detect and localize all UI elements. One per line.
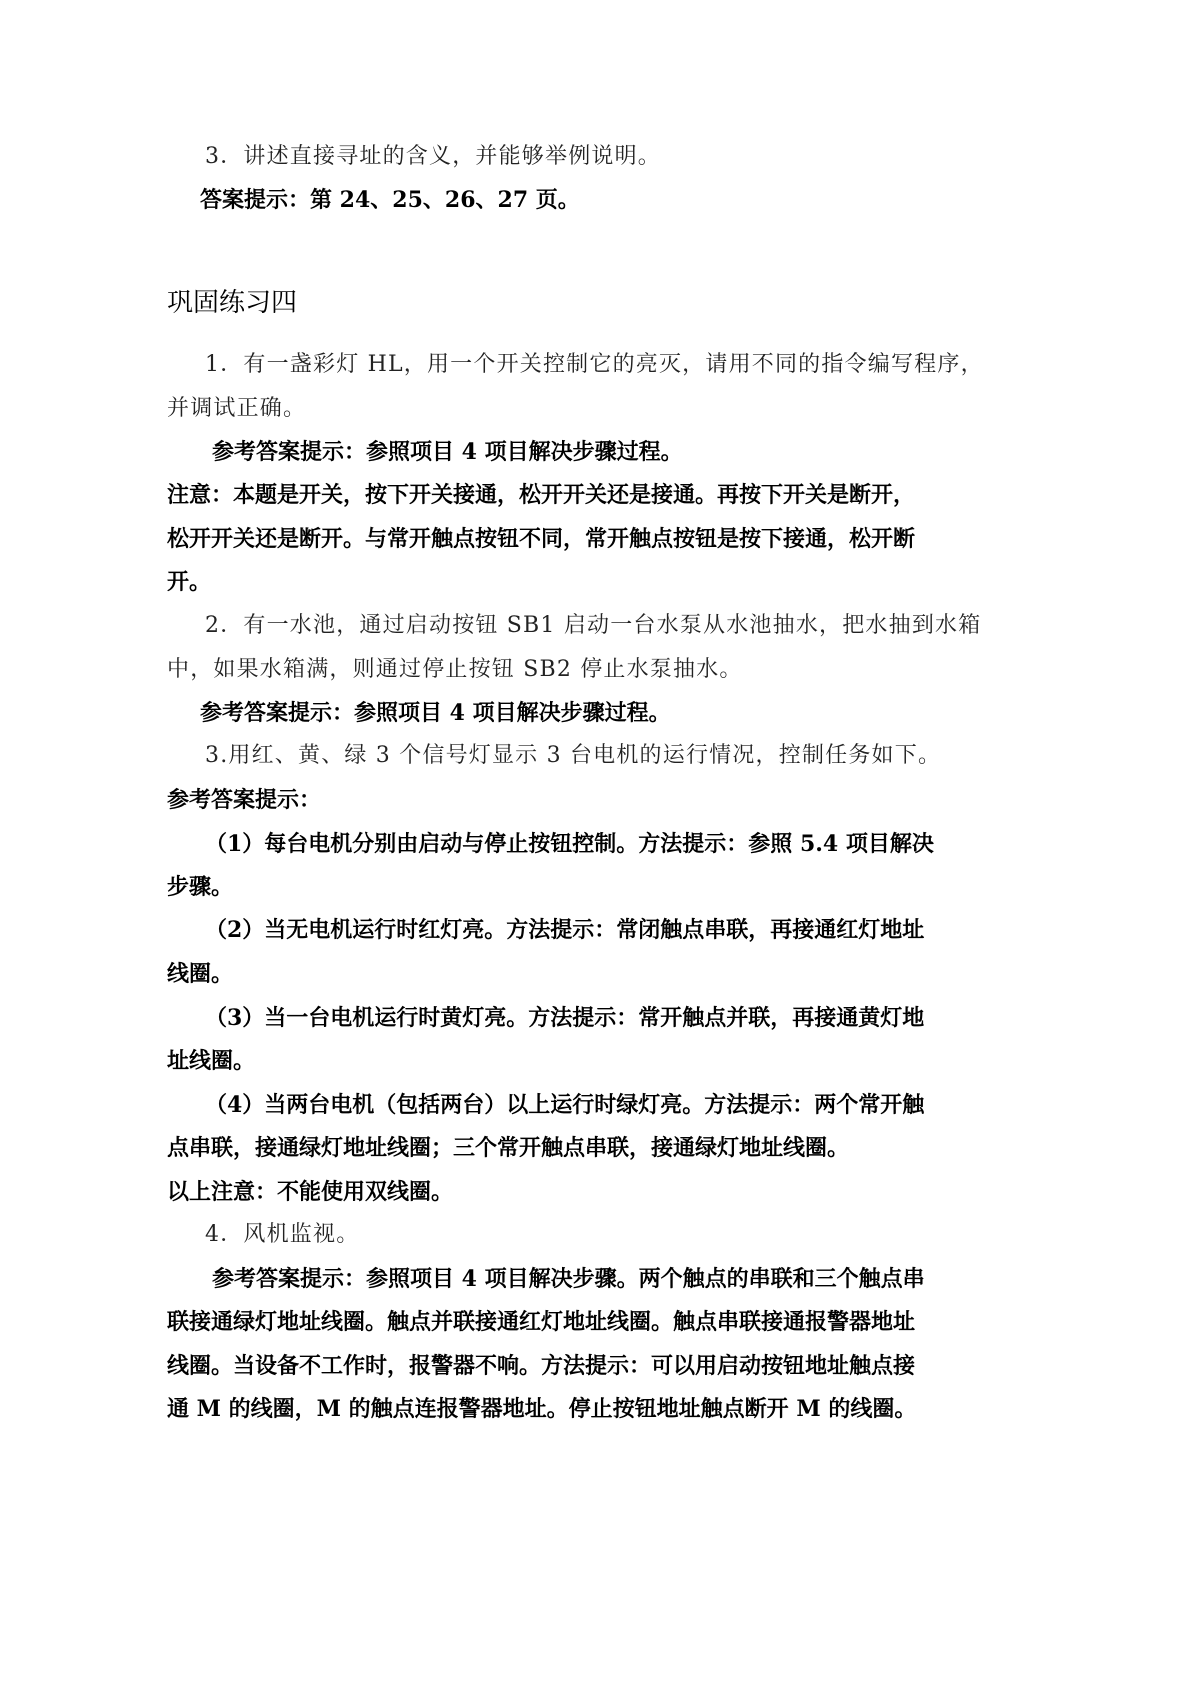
question-3-item-3-line-1: （3）当一台电机运行时黄灯亮。方法提示：常开触点并联，再接通黄灯地 [205, 1005, 925, 1031]
question-4-text: 4．风机监视。 [205, 1222, 360, 1247]
question-2-line-1: 2．有一水池，通过启动按钮 SB1 启动一台水泵从水池抽水，把水抽到水箱 [205, 613, 982, 638]
section-title: 巩固练习四 [167, 288, 298, 318]
question-2-answer: 参考答案提示：参照项目 4 项目解决步骤过程。 [200, 700, 671, 726]
question-4-answer-line-2: 联接通绿灯地址线圈。触点并联接通红灯地址线圈。触点串联接通报警器地址 [167, 1309, 916, 1335]
question-4-answer-line-1: 参考答案提示：参照项目 4 项目解决步骤。两个触点的串联和三个触点串 [212, 1266, 925, 1292]
question-3-item-2-line-2: 线圈。 [167, 961, 234, 987]
question-3-note: 以上注意：不能使用双线圈。 [167, 1179, 454, 1205]
question-1-note-line-3: 开。 [167, 569, 212, 595]
question-1-note-line-1: 注意：本题是开关，按下开关接通，松开开关还是接通。再按下开关是断开， [167, 482, 916, 508]
question-1-answer: 参考答案提示：参照项目 4 项目解决步骤过程。 [212, 439, 683, 465]
question-3-item-4-line-2: 点串联，接通绿灯地址线圈；三个常开触点串联，接通绿灯地址线圈。 [167, 1135, 850, 1161]
question-3-item-1-line-2: 步骤。 [167, 874, 234, 900]
question-3-text: 3.用红、黄、绿 3 个信号灯显示 3 台电机的运行情况，控制任务如下。 [205, 743, 942, 768]
prev-question-3-answer: 答案提示：第 24、25、26、27 页。 [200, 187, 580, 213]
question-3-item-3-line-2: 址线圈。 [167, 1048, 256, 1074]
prev-question-3: 3．讲述直接寻址的含义，并能够举例说明。 [205, 144, 661, 169]
question-1-line-2: 并调试正确。 [167, 396, 307, 421]
question-2-line-2: 中，如果水箱满，则通过停止按钮 SB2 停止水泵抽水。 [167, 657, 743, 682]
question-3-item-1-line-1: （1）每台电机分别由启动与停止按钮控制。方法提示：参照 5.4 项目解决 [205, 831, 934, 857]
question-4-answer-line-4: 通 M 的线圈，M 的触点连报警器地址。停止按钮地址触点断开 M 的线圈。 [167, 1396, 917, 1422]
question-4-answer-line-3: 线圈。当设备不工作时，报警器不响。方法提示：可以用启动按钮地址触点接 [167, 1353, 916, 1379]
question-1-note-line-2: 松开开关还是断开。与常开触点按钮不同，常开触点按钮是按下接通，松开断 [167, 526, 916, 552]
question-3-item-2-line-1: （2）当无电机运行时红灯亮。方法提示：常闭触点串联，再接通红灯地址 [205, 917, 925, 943]
question-1-line-1: 1．有一盏彩灯 HL，用一个开关控制它的亮灭，请用不同的指令编写程序， [205, 352, 984, 377]
question-3-item-4-line-1: （4）当两台电机（包括两台）以上运行时绿灯亮。方法提示：两个常开触 [205, 1092, 925, 1118]
question-3-answer-label: 参考答案提示： [167, 787, 322, 813]
